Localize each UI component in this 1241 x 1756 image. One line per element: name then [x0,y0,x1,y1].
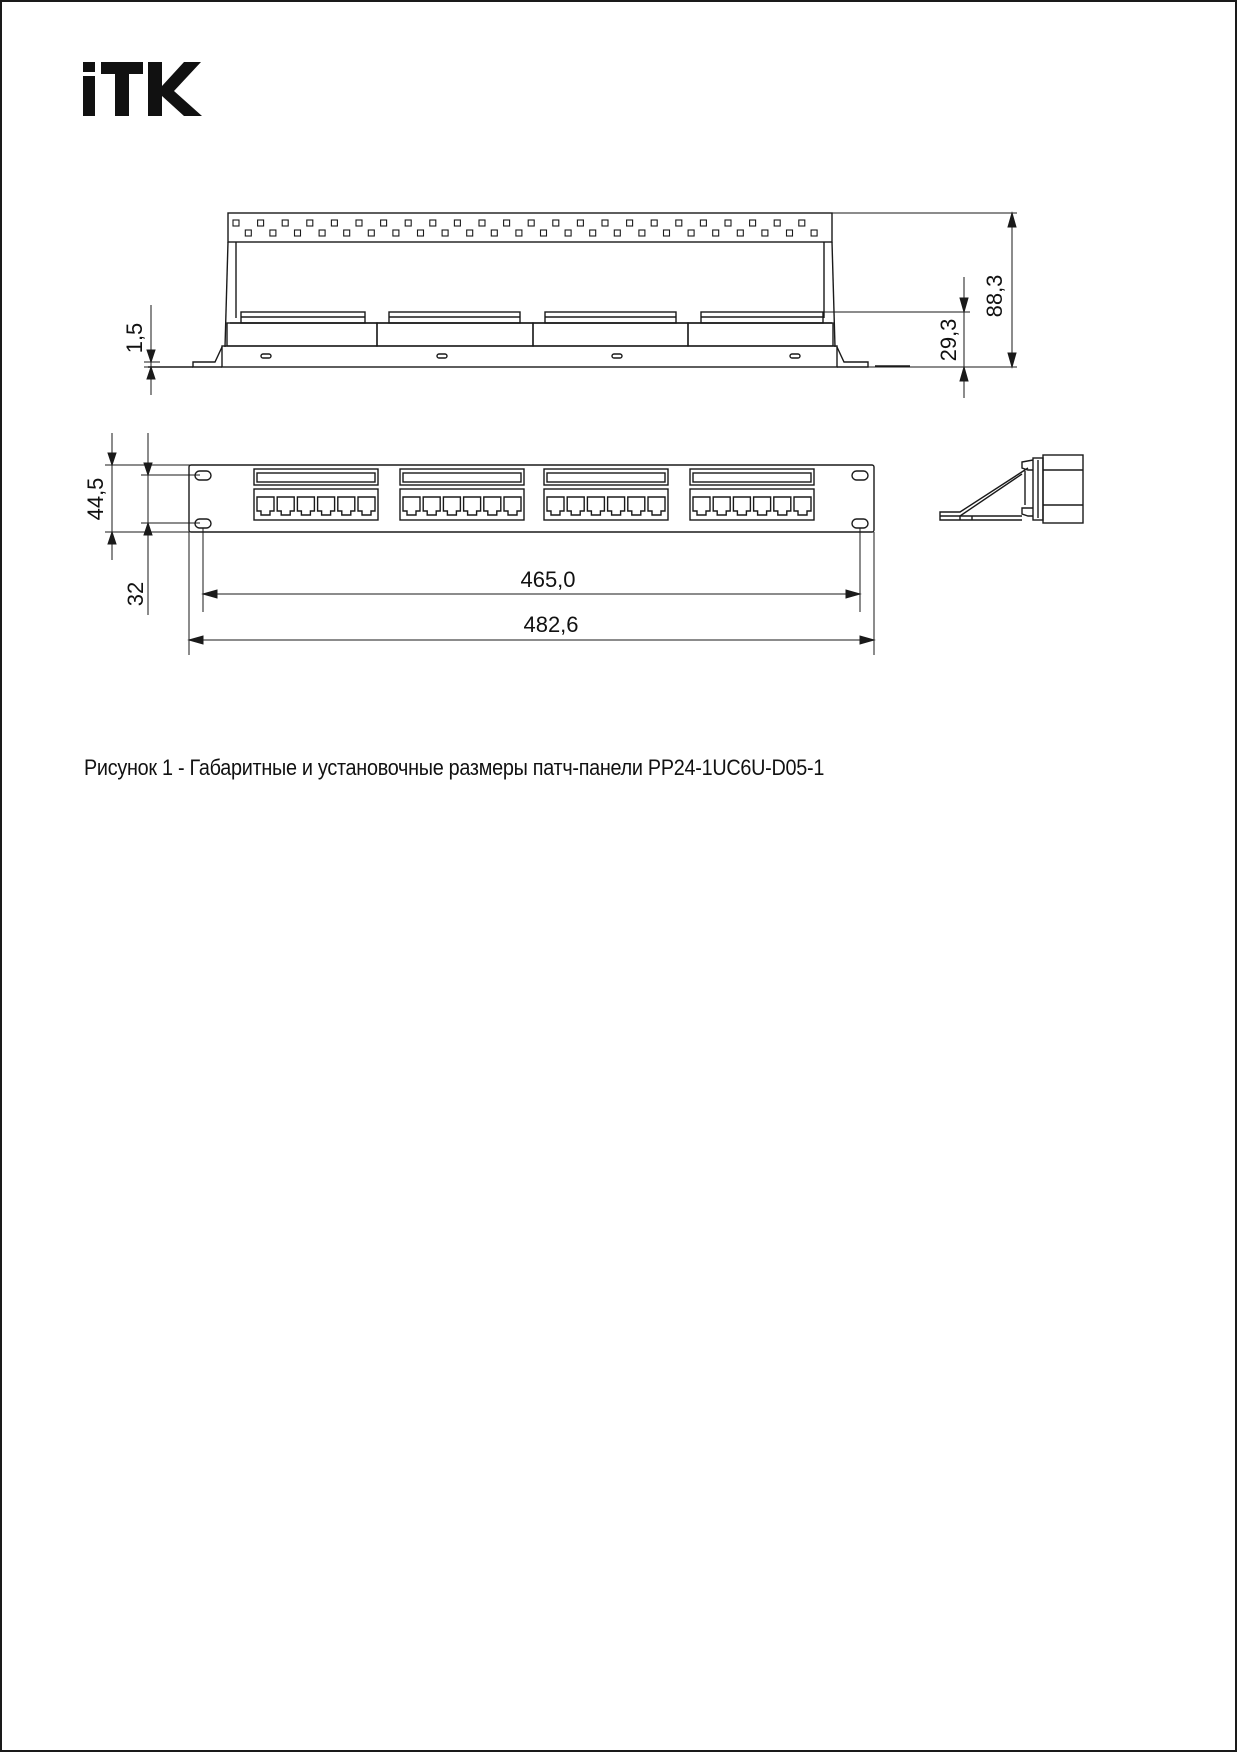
cable-bar-hole [713,230,719,236]
rj45-port-icon [338,497,355,515]
rj45-port-icon [318,497,335,515]
cable-bar-hole [774,220,780,226]
cable-bar-hole [811,230,817,236]
cable-bar-hole [368,230,374,236]
rj45-port-icon [774,497,791,515]
cable-bar-hole [467,230,473,236]
cable-bar-hole [344,230,350,236]
cable-bar-hole [295,230,301,236]
rj45-port-icon [484,497,501,515]
cable-bar-hole [516,230,522,236]
rj45-port-icon [297,497,314,515]
rj45-port-icon [257,497,274,515]
rj45-port-icon [733,497,750,515]
rj45-port-icon [648,497,665,515]
front-view [189,465,874,532]
cable-bar-hole [393,230,399,236]
cable-bar-hole [676,220,682,226]
rj45-port-icon [628,497,645,515]
cable-bar-hole [590,230,596,236]
cable-bar-hole [651,220,657,226]
cable-bar-hole [270,230,276,236]
rj45-port-icon [358,497,375,515]
dim-flange-thickness: 1,5 [122,322,147,354]
cable-bar-hole [787,230,793,236]
cable-bar-hole [725,220,731,226]
cable-bar-hole [356,220,362,226]
dim-panel-height: 44,5 [83,477,108,521]
rj45-port-icon [277,497,294,515]
cable-bar-hole [491,230,497,236]
top-view [148,213,910,367]
rj45-port-icon [587,497,604,515]
cable-bar-hole [319,230,325,236]
cable-bar-hole [553,220,559,226]
cable-bar-hole [418,230,424,236]
port-group [254,469,378,520]
cable-bar-hole [528,220,534,226]
cable-bar-hole [614,230,620,236]
dim-depth-total: 88,3 [982,274,1007,318]
rj45-port-icon [713,497,730,515]
dim-module-depth: 29,3 [936,318,961,362]
rj45-port-icon [464,497,481,515]
cable-bar-hole [282,220,288,226]
cable-bar-hole [541,230,547,236]
cable-bar-hole [405,220,411,226]
port-group [400,469,524,520]
dim-overall-width: 482,6 [523,612,579,637]
cable-bar-hole [664,230,670,236]
port-group [690,469,814,520]
rj45-port-icon [754,497,771,515]
side-view [940,455,1083,523]
dim-hole-spacing-horizontal: 465,0 [520,567,576,592]
cable-bar-hole [442,230,448,236]
cable-bar-hole [688,230,694,236]
cable-bar-hole [331,220,337,226]
cable-bar-hole [233,220,239,226]
rj45-port-icon [567,497,584,515]
port-group [544,469,668,520]
rj45-port-icon [443,497,460,515]
cable-bar-hole [430,220,436,226]
figure-caption: Рисунок 1 - Габаритные и установочные размеры патч-панели PP24-1UC6U-D05-1 [84,755,825,780]
rj45-port-icon [403,497,420,515]
dim-hole-spacing-vertical: 32 [123,581,148,607]
cable-bar-hole [799,220,805,226]
cable-bar-holes [233,220,817,236]
cable-bar-hole [479,220,485,226]
cable-bar-hole [381,220,387,226]
cable-bar-hole [762,230,768,236]
rj45-port-icon [794,497,811,515]
cable-bar-hole [700,220,706,226]
cable-bar-hole [307,220,313,226]
cable-bar-hole [627,220,633,226]
rj45-port-icon [693,497,710,515]
rj45-port-icon [547,497,564,515]
rj45-port-icon [504,497,521,515]
cable-bar-hole [737,230,743,236]
cable-bar-hole [565,230,571,236]
cable-bar-hole [602,220,608,226]
rj45-port-icon [608,497,625,515]
cable-bar-hole [504,220,510,226]
cable-bar-hole [639,230,645,236]
cable-bar-hole [454,220,460,226]
cable-bar-hole [750,220,756,226]
cable-bar-hole [258,220,264,226]
technical-drawing [0,0,1241,720]
rj45-port-icon [423,497,440,515]
cable-bar-hole [577,220,583,226]
cable-bar-hole [245,230,251,236]
